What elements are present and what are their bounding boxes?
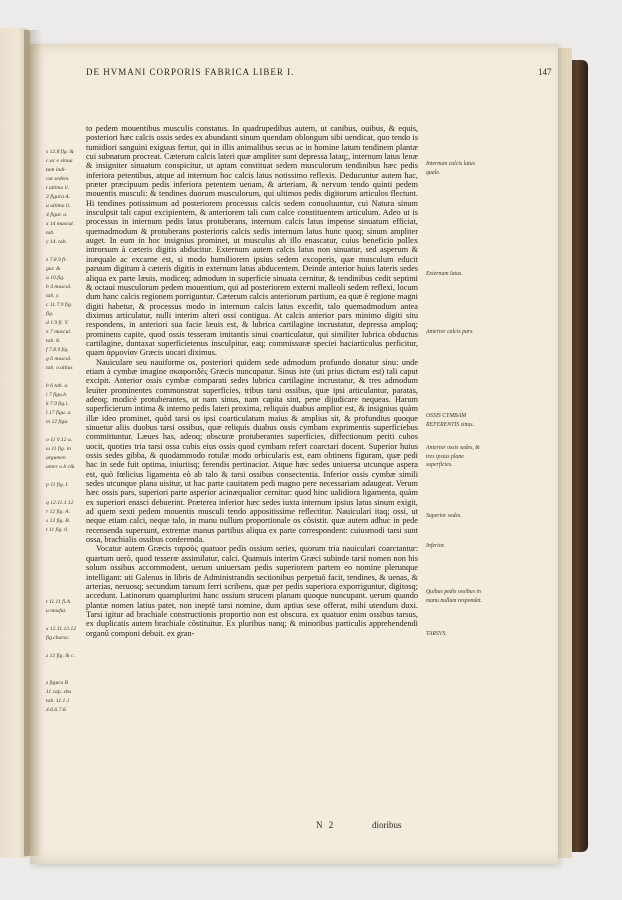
left-note	[46, 580, 86, 589]
left-margin-notes	[46, 148, 86, 715]
right-note: Anterior calcis pars.	[426, 329, 474, 335]
left-note	[46, 373, 86, 382]
left-note: x 12.11.12.12	[46, 626, 77, 632]
left-note	[46, 544, 86, 553]
right-note: Internum calcis latus quale.	[426, 161, 475, 176]
left-note: u ultima li.	[46, 203, 71, 209]
left-note: z 7.8.9 fi-	[46, 257, 68, 263]
right-note: Superior sedes.	[426, 513, 462, 519]
left-note: e 7 muscul.	[46, 329, 72, 335]
left-note: tab. y.	[46, 293, 60, 299]
left-note: m 12 figu.	[46, 419, 69, 425]
left-note: i 7 figu.b.	[46, 392, 68, 398]
left-note: b 6 tab. a.	[46, 383, 69, 389]
left-note: ω 11 fig. in	[46, 446, 71, 452]
left-note: d 1.9 fi. Y.	[46, 320, 69, 326]
left-note: l 17 figu. a.	[46, 410, 72, 416]
right-note: OSSIS CYMBAM REFERENTIS sinus.	[426, 413, 474, 428]
left-note: z figura B	[46, 680, 69, 686]
left-note: z 12 fig. & c.	[46, 653, 75, 659]
paragraph-calcis: to pedem mouentibus musculis constatus. In quadrupedibus autem, ut canibus, ouibus, & equis, posteriori hæc calcis ossis sedes ex abundanti sinum quendam oblongum sibi uendicat, quo tendo is tumidiori sanguini exiguus fertur, qui in illis animalibus secus ac in homine latum tendinem plantæ cui subnatum procreat. Cæterum calcis lateri quæ ampliter sunt depressa lataq;, internum latus lenæ & insigniter sinuatum conspicitur, ut aptam constituat sedem musculorum tendinibus hæc pedis inferiora petentibus, atque ad internum hoc calcis latus notissimo reflexis. Deducuntur autem hac, præter præcipuum pedis inferiora petentem uenam, & arteriam, & nervum tendo quinti pedem mouentis musculi: & tendines duorum musculorum, qui ultimos pedis digitorum articulos flectunt. Hi tendines potissimum ad posteriorem processus calcis sedem conuoluuntur, cui Natura sinum insculpsit tali caput excipientem, & anteriorem tali cum calce constituentem articulum. Adeo ut is processus in internum pedis latus protuberans, internum calcis latus impense sinuatum efficiat, quemadmodum & protuberans posterioris calcis sedis internum latus hunc quoq; sinum ampliter auget. In eum in hoc insignius prominet, ut musculus ab illo enascatur, cuius beneficio pollex introrsum à cæteris digitis abducitur. Externum autem calcis latus non sinuatur, sed asperum & inæquale ac excarne est, si modo humiliorem ipsius sedem excoperis, quæ musculum educit paruum digitum à cæteris digitis in externum latus abducentem. Deinde anterior huius lateris sedes aliqua ex parte læuis, modiceq; admodum in superficie sinuata cernitur, & tendinibus cedit septimi & octaui musculorum pedem mouentium, qui ad posteriorem externi malleoli sedem reflexi, locum dum hanc calcis regionem porriguntur. Cæterum calcis anteriorum partium, ea quæ è regione magni digiti habetur, & processus modo in internum calcis latus excedit, talo quemadmodum antea diximus articulatur, nulli interim alteri ossi contigua. At calcis anterior pars minimo digiti situ respondens, in anteriori sua facie læuis est, & lubrica cartilagine incrustatur, depressa amploq; prominens capite, quod ossis tesseram imitantis sinui coarticulatur, qui similiter lubrica obductus cartilagine, duntaxat superficietenus insculpitur, eaq; commissuræ speciei haciarticulus perficitur, quam ἁρμονίαν Græcis uocari diximus.	[86, 124, 418, 358]
left-note: x 14 muscul.	[46, 221, 75, 227]
left-note: t ultima li.	[46, 185, 70, 191]
left-note: 4.6.6.7.8.	[46, 707, 67, 713]
left-note	[46, 670, 86, 679]
left-note: q 12.11.1.12	[46, 500, 74, 506]
left-note: tab.	[46, 230, 55, 236]
left-note	[46, 661, 86, 670]
left-note: g 6 muscul.	[46, 356, 72, 362]
left-note: c 11.7.9 fig.	[46, 302, 73, 308]
left-note: a 10.fig.	[46, 275, 65, 281]
left-note: argumen	[46, 455, 66, 461]
right-note: Anterior ossis sedes, & tres ipsius plane superficies.	[426, 445, 480, 468]
left-note: cat sedem.	[46, 176, 70, 182]
left-note: y 14. tab.	[46, 239, 67, 245]
left-note: 4 figur. a.	[46, 212, 68, 218]
left-note	[46, 616, 86, 625]
left-note: fig.	[46, 311, 54, 317]
left-note: r 12 fig. A.	[46, 509, 70, 515]
left-note: p 11 fig. I.	[46, 482, 69, 488]
left-note: tab. 11.1.1	[46, 698, 70, 704]
left-note: fig.charac.	[46, 635, 71, 641]
catchword: dioribus	[372, 820, 402, 830]
left-note	[46, 247, 86, 256]
paragraph-nauiculare: Nauiculare seu nauiforme os, posteriori quidem sede admodum profundo donatur sinu: unde etiam à cymbæ imagine σκαφοειδὲς Græcis nuncupatur. Sinus iste (uti prius dictum est) tali caput excipit. Anterior ossis cymbæ comparati sedes lubrica cartilagine incrustatur, & tres admodum leuiter prominentes commonstrat superficies, tribus tarsi ossibus, quæ ipsi articulantur, paratas, adeoq; modicè protuberantes, ut nam sinus, nam capita sint, pene dijudicare nequeas. Harum superficierum intima & interno pedis lateri proxima, reliquis duabus amplior est, & insignius quàm illæ ideo prominet, quòd tarsi os ipsi coarticulatum maius & amplius sit, & profundius quoque sinuetur aliis duobus tarsi ossibus, quæ reliquis duabus ossis cymbam exprimentis superficiebus committuntur. Læues has, adeoq; obscuræ protuberantes superficies, diffectionum periti cubos uocit, quoties tria tarsi ossa cubis eius ossis quod cymbam refert coarctari docent. Superior huius ossis sedes gibba, & quodammodo rotulæ modo orbicularis est, eam obtinens figuram, quæ pedi hac in sede fuit optima, iniuriisq; ferendis pertinacior. Atque hæc sedes uniuersa utcunque aspera est, quò fœlicius ligamenta eò ab talo & tarsi ossibus consectentia. Inferior ossis cymbæ simili sedes utcunque plana uisitur, ut hac parte cauitatem pedi magno pere necessariam adaugeat. Verum hæc ossis pars, superiori parte asperior acinæqualior cernitur: quod hinc ualidiora ligamenta, quàm ex superiori enasci debuerint. Præterea inferior hæc sedes iuxta internum ipsius latus sinum exigit, ad quem sexti pedem mouentis musculi tendo appositissime reflectitur. Nauiculari itaq; ossi, ut neque etiam calci, neque talo, in manu nullum proportionale os cõsistit. quæ autem adhuc in pede recensenda supersunt, extremæ manus partibus aliqua ex parte correspondent: cuiusmodi tarsi sunt ossa, brachialis ossibus conferenda.	[86, 357, 418, 545]
left-note: c.ac e sinua	[46, 158, 73, 164]
left-note: s 13 fig. B.	[46, 518, 71, 524]
left-note	[46, 427, 86, 436]
left-note: b 4 muscul.	[46, 284, 72, 290]
left-note: u musfut.	[46, 608, 67, 614]
page-gutter	[24, 30, 42, 856]
left-note	[46, 562, 86, 571]
left-note	[46, 643, 86, 652]
left-note: t 11.11 fi.A.	[46, 599, 72, 605]
right-note: Externum latus.	[426, 271, 463, 277]
left-note: tab. o.altius	[46, 365, 73, 371]
right-note: TARSVS.	[426, 631, 447, 637]
page-number: 147	[538, 67, 552, 77]
left-note: tum indi-	[46, 167, 67, 173]
main-text	[86, 124, 418, 638]
left-note	[46, 589, 86, 598]
signature-mark: N 2	[316, 820, 336, 830]
paragraph-tarsus: Vocatur autem Græcis ταρσὸς quatuor pedis ossium series, quorum tria nauiculari coarctantur: quartum uerò, quod tesseræ assimilatur, calci. Quamuis interim Græci subinde tarsi nomen non his solum ossibus accommodent, uerum uniuersam pedis superiorem partem eo nomine plerunque intelligant: uti Galenus in libris de Administrandis sectionibus perpetuò facit, tendines, & uenas, & arterias, neruosq; secundum tarsum ferri scribens, quæ per pedis superiora exporriguntur, digitosq; accedunt. Latinorum quamplurimi hanc ossium strucem planam quoque nuncupant. uerum quando plantæ nomen latius patet, non ineptè tarsi nomine, dum aptius sese offerat, mihi utendum duxi. Tarsi igitur ad brachiale constructionis proportio non est obscura. ex quatuor enim ossibus tarsus, ex duplicatis autem brachiale cõstituitur. Ex pluribus nanq; & minoribus particulis apprehendendi organû componi debuit. ex gran-	[86, 544, 418, 638]
right-note: Quibus pedis ossibus in manu nullum respondet.	[426, 589, 482, 604]
left-note	[46, 535, 86, 544]
left-note: gur. &	[46, 266, 61, 272]
left-note: k 7.9 fig.i.	[46, 401, 69, 407]
left-note	[46, 553, 86, 562]
left-note: 3 figura A.	[46, 194, 70, 200]
left-note: t 11 fig. 0.	[46, 527, 69, 533]
left-note: s 12.8 fig. &	[46, 149, 74, 155]
running-title: DE HVMANI CORPORIS FABRICA LIBER I.	[86, 67, 295, 77]
left-note: o 11 0.12 a.	[46, 437, 73, 443]
right-note: Inferior.	[426, 543, 445, 549]
left-note: 11 cap. sba	[46, 689, 72, 695]
left-note	[46, 490, 86, 499]
left-note: f 7.8.9 fig.	[46, 347, 69, 353]
left-note	[46, 472, 86, 481]
left-note: anter o b c&	[46, 464, 75, 470]
left-note: tab. 8.	[46, 338, 61, 344]
left-note	[46, 571, 86, 580]
running-header	[86, 67, 426, 77]
